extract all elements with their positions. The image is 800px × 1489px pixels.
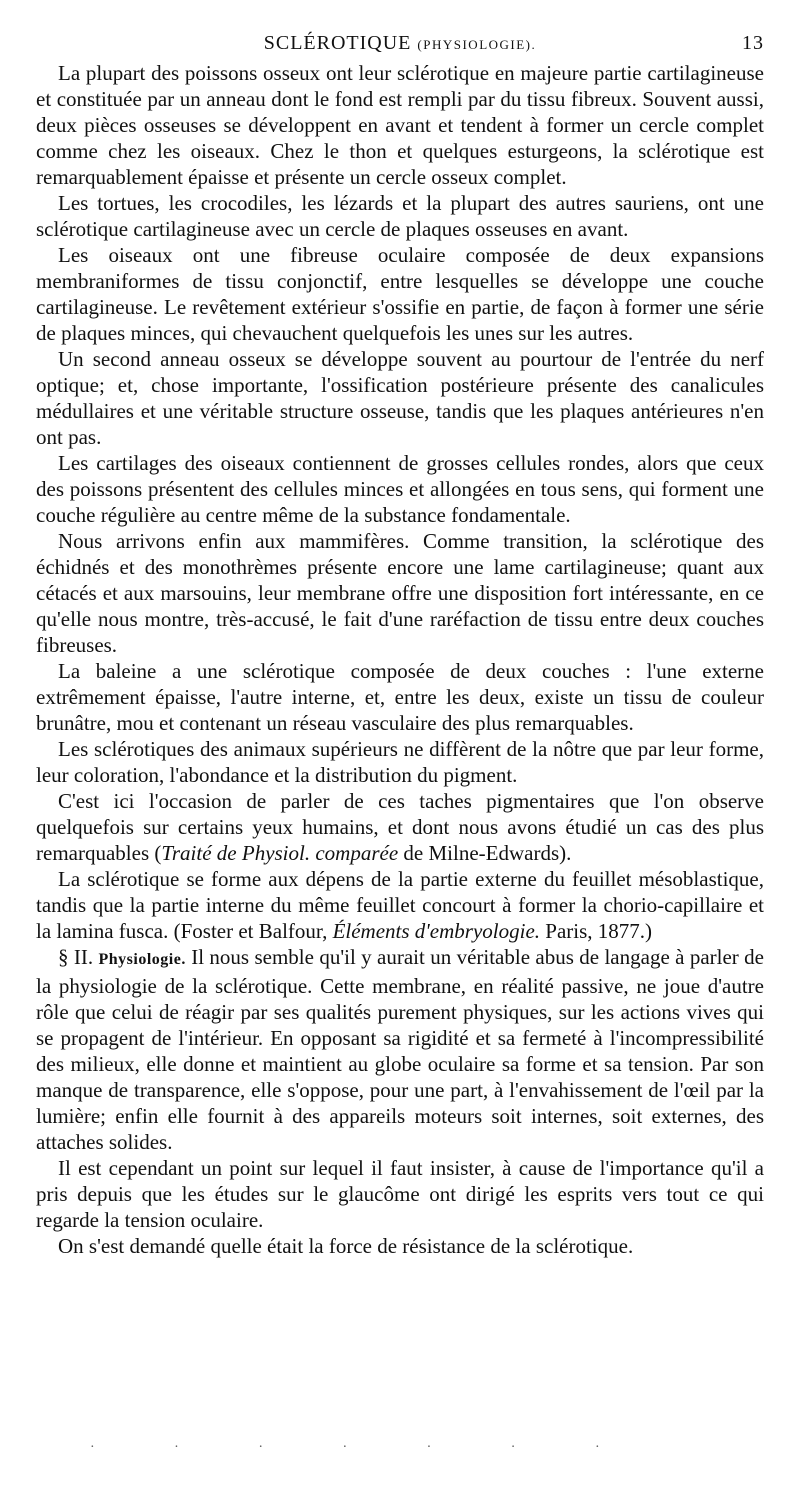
paragraph-fish: La plupart des poissons osseux ont leur sclérotique en majeure partie cartilagineuse et constituée par un anneau dont le fond est rempli par du tissu fibreux. Souvent aussi, deux pièces osseuses se développent en avant et tendent à former un cercle complet comme chez les oiseaux. Chez le thon et quelques esturgeons, la sclérotique est remarquablement épaisse et présente un cercle osseux complet. [36, 61, 764, 189]
paragraph-mammals: Nous arrivons enfin aux mammifères. Comme transition, la sclérotique des échidnés et des monothrèmes présente encore une lame cartilagineuse; quant aux cétacés et aux marsouins, leur membrane offre une disposition fort intéressante, en ce qu'elle nous montre, très-accusé, le fait d'une raréfaction de tissu entre deux couches fibreuses. [36, 529, 764, 657]
header-subtitle: (PHYSIOLOGIE). [417, 37, 537, 52]
physiology-text: Il nous semble qu'il y aurait un véritable abus de langage à parler de la physiologie de la sclérotique. Cette membrane, en réalité passive, ne joue d'autre rôle que celui de réagir par ses qualités purement physiques, sur les actions vives qui se propagent de l'intérieur. En opposant sa rigidité et sa fermeté à l'incompressibilité des milieux, elle donne et maintient au globe oculaire sa forme et sa tension. Par son manque de transparence, elle s'oppose, pour une part, à l'envahissement de l'œil par la lumière; enfin elle fournit à des appareils moteurs soit internes, soit externes, des attaches solides. [36, 945, 764, 1154]
paragraph-higher-animals: Les sclérotiques des animaux supérieurs ne diffèrent de la nôtre que par leur forme, leur coloration, l'abondance et la distribution du pigment. [36, 737, 764, 787]
paragraph-second-ring: Un second anneau osseux se développe souvent au pourtour de l'entrée du nerf optique; et, chose importante, l'ossification postérieure présente des canalicules médullaires et une véritable structure osseuse, tandis que les plaques antérieures n'en ont pas. [36, 347, 764, 449]
pigment-text-start: C'est ici l'occasion de parler de ces taches pigmentaires que l'on observe quelquefois sur certains yeux humains, et dont nous avons étudié un cas des plus remarquables ( [36, 789, 764, 865]
reference-elements: Éléments d'embryologie. [332, 919, 541, 943]
paragraph-whale: La baleine a une sclérotique composée de deux couches : l'une externe extrêmement épaisse, l'autre interne, et, entre les deux, existe un tissu de couleur brunâtre, mou et contenant un réseau vasculaire des plus remarquables. [36, 659, 764, 735]
paragraph-reptiles: Les tortues, les crocodiles, les lézards et la plupart des autres sauriens, ont une sclérotique cartilagineuse avec un cercle de plaques osseuses en avant. [36, 191, 764, 241]
paragraph-physiology [36, 944, 764, 1155]
embryology-text-start: La sclérotique se forme aux dépens de la partie externe du feuillet mésoblastique, tandis que la partie interne du même feuillet concourt à former la chorio-capillaire et la lamina fusca. (Foster et Balfour, [36, 867, 764, 943]
section-mark: § II. [58, 945, 94, 969]
paragraph-pigment-spots [36, 788, 764, 866]
footer-dots: · · · · · · · [90, 1440, 638, 1455]
paragraph-embryology [36, 866, 764, 944]
pigment-text-end: de Milne-Edwards). [398, 841, 572, 865]
document-page [36, 26, 764, 1259]
page-number: 13 [742, 32, 764, 54]
body-text [36, 60, 764, 1259]
paragraph-cartilages: Les cartilages des oiseaux contiennent de grosses cellules rondes, alors que ceux des poissons présentent des cellules minces et allongées en tous sens, qui forment une couche régulière au centre même de la substance fondamentale. [36, 451, 764, 527]
embryology-text-end: Paris, 1877.) [540, 919, 653, 943]
paragraph-birds: Les oiseaux ont une fibreuse oculaire composée de deux expansions membraniformes de tissu conjonctif, entre lesquelles se développe une couche cartilagineuse. Le revêtement extérieur s'ossifie en partie, de façon à former une série de plaques minces, qui chevauchent quelquefois les unes sur les autres. [36, 243, 764, 345]
section-heading: Physiologie. [98, 951, 186, 968]
paragraph-resistance: On s'est demandé quelle était la force de résistance de la sclérotique. [58, 1234, 634, 1258]
running-header [36, 26, 764, 60]
header-title: SCLÉROTIQUE [263, 32, 412, 54]
reference-traite: Traité de Physiol. comparée [161, 841, 399, 865]
paragraph-tension: Il est cependant un point sur lequel il faut insister, à cause de l'importance qu'il a pris depuis que les études sur le glaucôme ont dirigé les esprits vers tout ce qui regarde la tension oculaire. [36, 1156, 764, 1232]
